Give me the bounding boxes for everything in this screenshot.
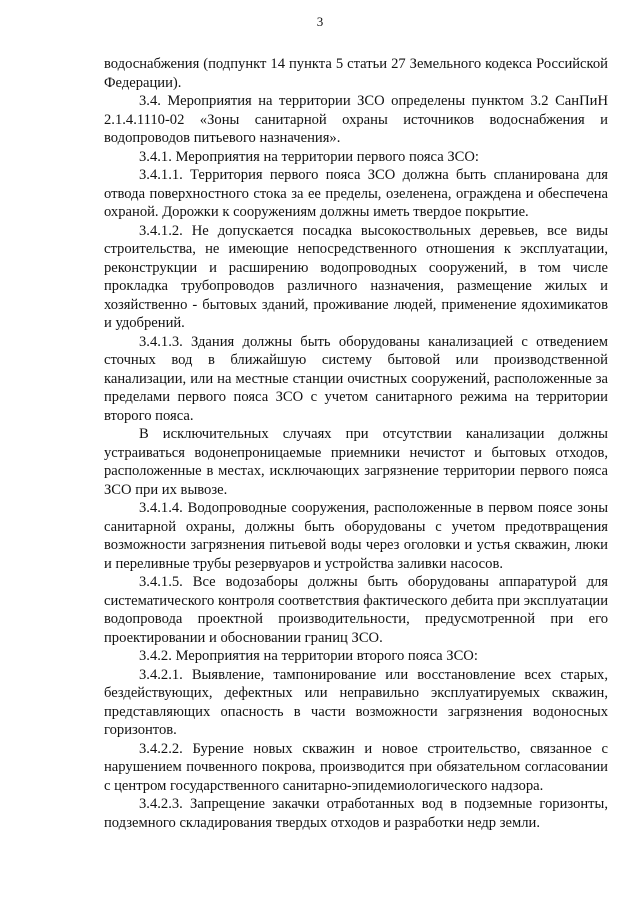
document-body bbox=[104, 55, 608, 832]
page-number: 3 bbox=[316, 14, 324, 29]
paragraph-3-4-1-3: 3.4.1.3. Здания должны быть оборудованы канализацией с отведением сточных вод в ближайшую систему бытовой или производственной канализации, или на местные станции очистных сооружений, расположенные за пределами первого пояса ЗСО с учетом санитарного режима на территории второго пояса. bbox=[104, 333, 608, 424]
paragraph-3-4-1: 3.4.1. Мероприятия на территории первого пояса ЗСО: bbox=[139, 148, 479, 165]
paragraph-exceptional-cases: В исключительных случаях при отсутствии канализации должны устраиваться водонепроницаемые приемники нечистот и бытовых отходов, расположенные в местах, исключающих загрязнение территории первого пояса ЗСО при их вывозе. bbox=[104, 426, 608, 498]
paragraph-3-4-1-2: 3.4.1.2. Не допускается посадка высокоствольных деревьев, все виды строительства, не имеющие непосредственного отношения к эксплуатации, реконструкции и расширению водопроводных сооружений, в том числе прокладка трубопроводов различного назначения, размещение жилых и хозяйственно - бытовых зданий, проживание людей, применение ядохимикатов и удобрений. bbox=[104, 222, 608, 331]
paragraph-continuation: водоснабжения (подпункт 14 пункта 5 статьи 27 Земельного кодекса Российской Федерации). bbox=[104, 56, 608, 91]
paragraph-3-4: 3.4. Мероприятия на территории ЗСО определены пунктом 3.2 СанПиН 2.1.4.1110-02 «Зоны санитарной охраны источников водоснабжения и водопроводов питьевого назначения». bbox=[104, 93, 608, 146]
paragraph-3-4-2-2: 3.4.2.2. Бурение новых скважин и новое строительство, связанное с нарушением почвенного покрова, производится при обязательном согласовании с центром государственного санитарно-эпидемиологического надзора. bbox=[104, 740, 608, 794]
paragraph-3-4-2-1: 3.4.2.1. Выявление, тампонирование или восстановление всех старых, бездействующих, дефектных или неправильно эксплуатируемых скважин, представляющих опасность в части возможности загрязнения водоносных горизонтов. bbox=[104, 666, 608, 738]
paragraph-3-4-2: 3.4.2. Мероприятия на территории второго пояса ЗСО: bbox=[139, 648, 478, 664]
paragraph-3-4-2-3: 3.4.2.3. Запрещение закачки отработанных вод в подземные горизонты, подземного складирования твердых отходов и разработки недр земли. bbox=[104, 796, 608, 831]
paragraph-3-4-1-4: 3.4.1.4. Водопроводные сооружения, расположенные в первом поясе зоны санитарной охраны, должны быть оборудованы с учетом предотвращения возможности загрязнения питьевой воды через оголовки и устья скважин, люки и переливные трубы резервуаров и устройства заливки насосов. bbox=[104, 500, 608, 572]
paragraph-3-4-1-5: 3.4.1.5. Все водозаборы должны быть оборудованы аппаратурой для систематического контроля соответствия фактического дебита при эксплуатации водопровода проектной производительности, предусмотренной при его проектировании и обосновании границ ЗСО. bbox=[104, 574, 608, 646]
paragraph-3-4-1-1: 3.4.1.1. Территория первого пояса ЗСО должна быть спланирована для отвода поверхностного стока за ее пределы, озеленена, ограждена и обеспечена охраной. Дорожки к сооружениям должны иметь твердое покрытие. bbox=[104, 167, 608, 220]
